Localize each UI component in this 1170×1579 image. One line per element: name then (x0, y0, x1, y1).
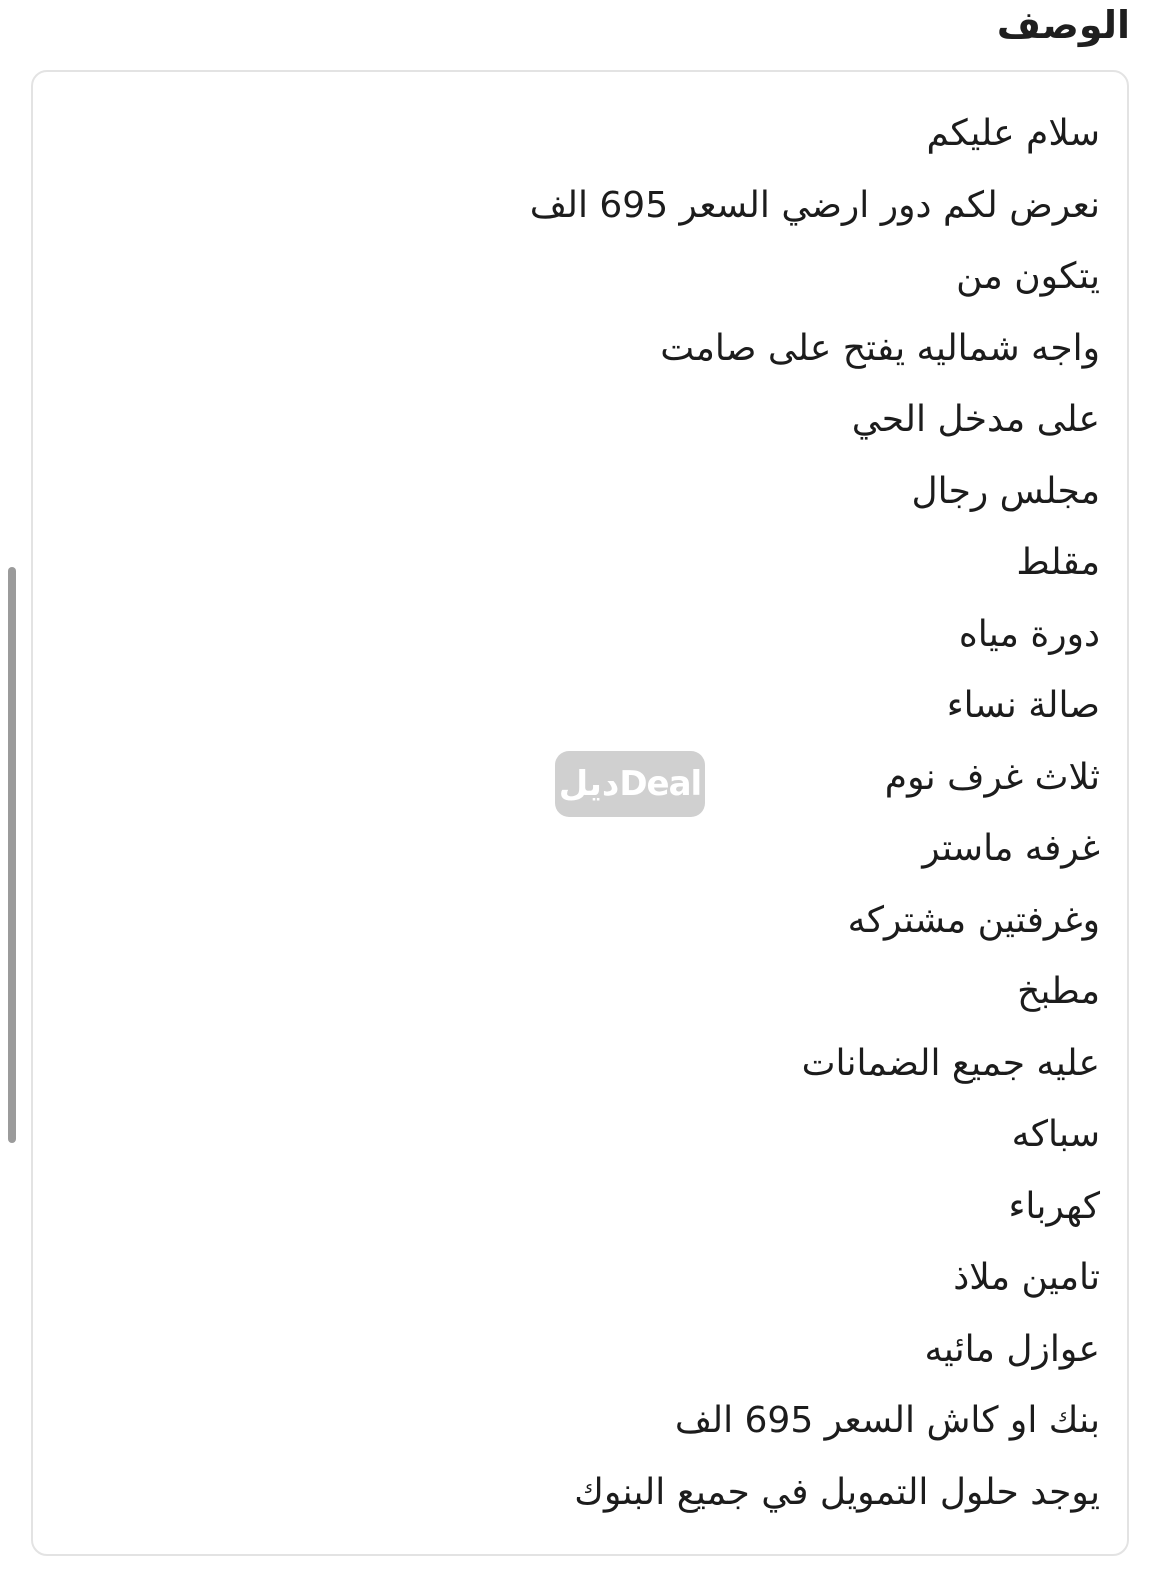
scrollbar[interactable] (8, 567, 16, 1143)
description-line: يوجد حلول التمويل في جميع البنوك (574, 1471, 1100, 1513)
description-line: دورة مياه (958, 613, 1100, 655)
description-line: مقلط (1016, 542, 1100, 583)
description-line: عوازل مائيه (924, 1328, 1100, 1370)
description-line: وغرفتين مشتركه (847, 899, 1100, 941)
description-line: يتكون من (956, 256, 1100, 297)
description-line: نعرض لكم دور ارضي السعر 695 الف (529, 184, 1100, 226)
description-line: غرفه ماستر (922, 828, 1100, 869)
description-line: واجه شماليه يفتح على صامت (660, 327, 1100, 369)
description-line: مطبخ (1017, 971, 1100, 1012)
description-line: بنك او كاش السعر 695 الف (674, 1400, 1100, 1441)
description-line: ثلاث غرف نوم (884, 756, 1100, 798)
description-line: صالة نساء (946, 685, 1100, 726)
section-title: الوصف (996, 3, 1130, 47)
deal-watermark-logo: ديلDeal (555, 751, 705, 817)
description-line: على مدخل الحي (851, 399, 1100, 440)
description-line: مجلس رجال (911, 470, 1100, 512)
description-line: كهرباء (1008, 1185, 1100, 1227)
description-line: تامين ملاذ (953, 1257, 1100, 1298)
description-line: سلام عليكم (926, 113, 1100, 154)
description-line: عليه جميع الضمانات (801, 1042, 1100, 1084)
description-line: سباكه (1011, 1114, 1100, 1155)
